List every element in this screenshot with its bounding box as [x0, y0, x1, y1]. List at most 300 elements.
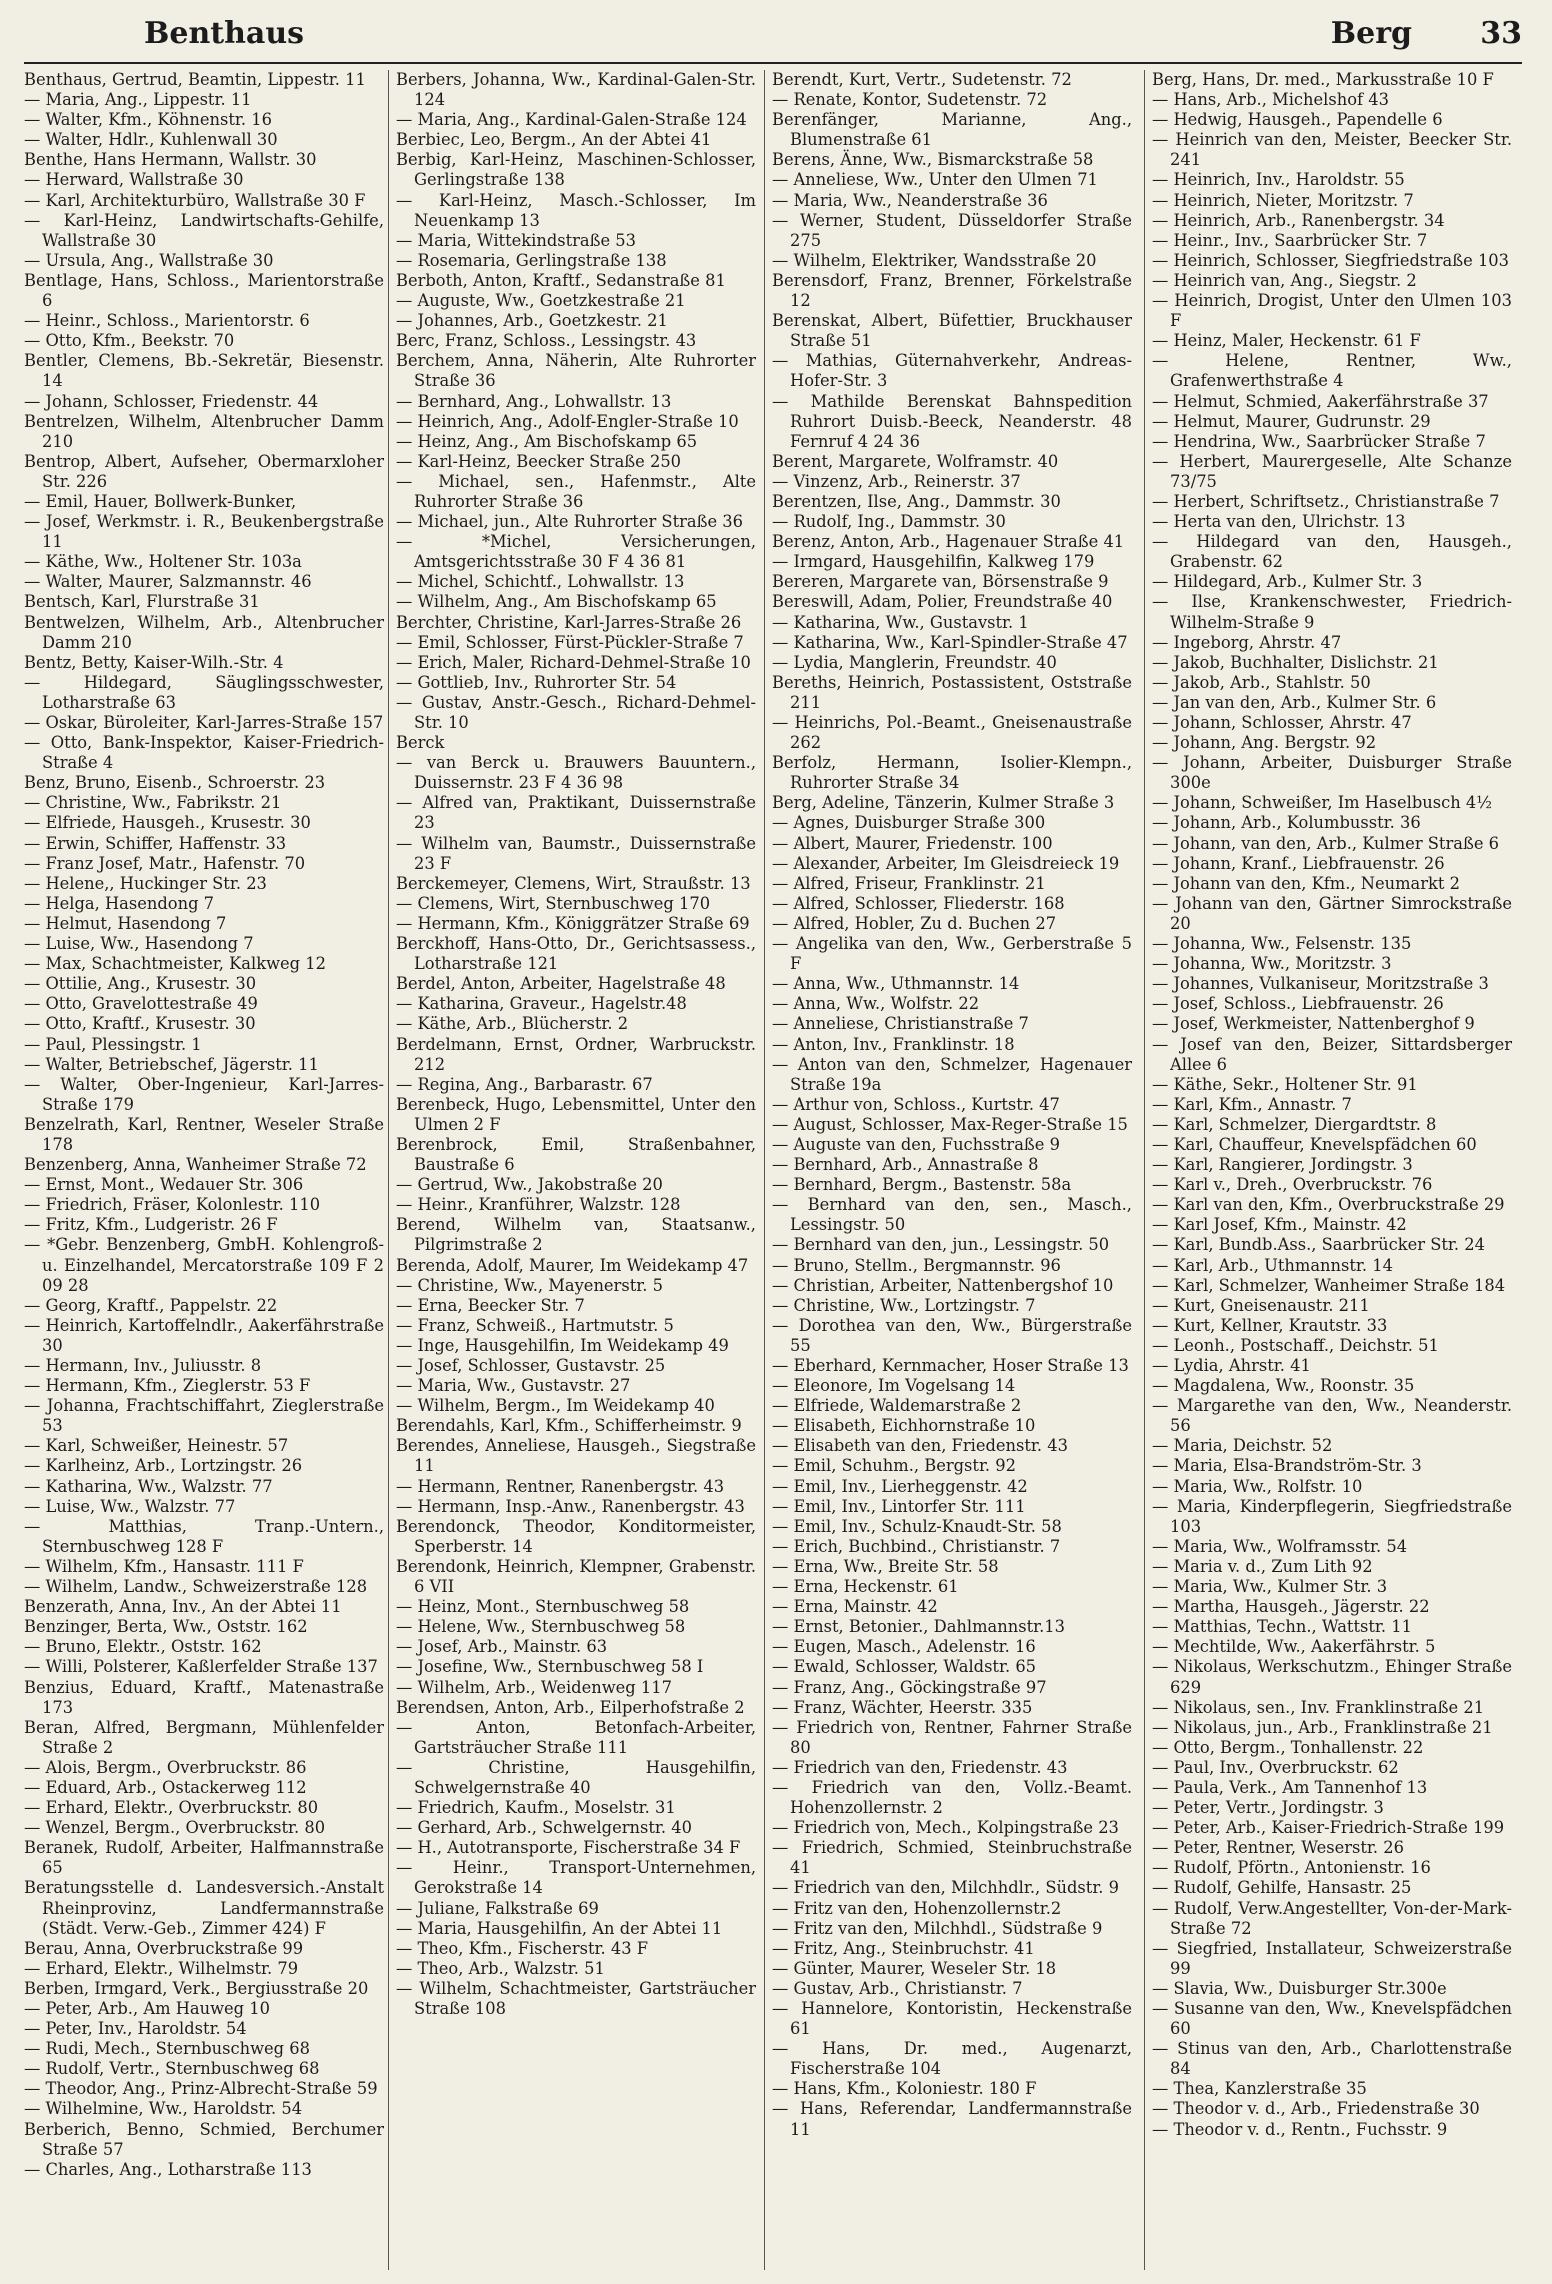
directory-entry: — Theodor, Ang., Prinz-Albrecht-Straße 59: [24, 2079, 378, 2099]
directory-entry: — Hildegard, Arb., Kulmer Str. 3: [1152, 572, 1423, 592]
directory-entry: — Johannes, Vulkaniseur, Moritzstraße 3: [1152, 974, 1489, 994]
directory-entry: — Emil, Schlosser, Fürst-Pückler-Straße 7: [396, 632, 744, 652]
directory-entry: Berckhoff, Hans-Otto, Dr., Gerichtsassess., Lotharstraße 121: [396, 934, 756, 974]
directory-entry: — Friedrich von, Mech., Kolpingstraße 23: [772, 1818, 1119, 1838]
directory-entry: — Hildegard van den, Hausgeh., Grabenstr. 62: [1152, 532, 1512, 572]
directory-entry: — Erna, Heckenstr. 61: [772, 1577, 959, 1597]
directory-entry: — Rudolf, Pförtn., Antonienstr. 16: [1152, 1858, 1431, 1878]
directory-entry: — Ewald, Schlosser, Waldstr. 65: [772, 1657, 1037, 1677]
directory-entry: — Katharina, Graveur., Hagelstr.48: [396, 994, 687, 1014]
directory-entry: — Clemens, Wirt, Sternbuschweg 170: [396, 893, 711, 913]
directory-entry: — Johann, Schweißer, Im Haselbusch 4½: [1152, 793, 1493, 813]
directory-entry: — Heinrich, Inv., Haroldstr. 55: [1152, 170, 1405, 190]
directory-entry: Berboth, Anton, Kraftf., Sedanstraße 81: [396, 270, 726, 290]
directory-entry: — Franz, Schweiß., Hartmutstr. 5: [396, 1315, 674, 1335]
directory-entry: — Juliane, Falkstraße 69: [396, 1898, 599, 1918]
directory-entry: — Karl-Heinz, Masch.-Schlosser, Im Neuenkamp 13: [396, 190, 756, 230]
directory-entry: Bentler, Clemens, Bb.-Sekretär, Biesenstr. 14: [24, 351, 384, 391]
directory-entry: — Eugen, Masch., Adelenstr. 16: [772, 1637, 1036, 1657]
directory-entry: — Hannelore, Kontoristin, Heckenstraße 61: [772, 1999, 1132, 2039]
directory-entry: — Paul, Plessingstr. 1: [24, 1034, 202, 1054]
directory-entry: — Susanne van den, Ww., Knevelspfädchen 60: [1152, 1999, 1512, 2039]
directory-entry: — Alfred, Hobler, Zu d. Buchen 27: [772, 913, 1057, 933]
directory-entry: — Christine, Ww., Lortzingstr. 7: [772, 1295, 1036, 1315]
directory-entry: — Charles, Ang., Lotharstraße 113: [24, 2159, 312, 2179]
directory-entry: Berckemeyer, Clemens, Wirt, Straußstr. 13: [396, 873, 751, 893]
directory-entry: — Anton, Inv., Franklinstr. 18: [772, 1034, 1015, 1054]
directory-entry: Benzius, Eduard, Kraftf., Matenastraße 173: [24, 1677, 384, 1717]
directory-entry: — Josefine, Ww., Sternbuschweg 58 I: [396, 1657, 704, 1677]
directory-entry: — Dorothea van den, Ww., Bürgerstraße 55: [772, 1315, 1132, 1355]
directory-entry: — Maria, Ww., Neanderstraße 36: [772, 190, 1048, 210]
directory-entry: — Josef, Arb., Mainstr. 63: [396, 1637, 608, 1657]
directory-entry: — Anneliese, Christianstraße 7: [772, 1014, 1029, 1034]
directory-entry: — Erhard, Elektr., Overbruckstr. 80: [24, 1798, 319, 1818]
directory-entry: — Maria, Elsa-Brandström-Str. 3: [1152, 1456, 1422, 1476]
directory-entry: Berbig, Karl-Heinz, Maschinen-Schlosser, Gerlingstraße 138: [396, 150, 756, 190]
directory-entry: — Wilhelm, Landw., Schweizerstraße 128: [24, 1577, 368, 1597]
directory-entry: — Angelika van den, Ww., Gerberstraße 5 F: [772, 934, 1132, 974]
directory-entry: — Walter, Ober-Ingenieur, Karl-Jarres-Straße 179: [24, 1074, 384, 1114]
directory-entry: — Otto, Bank-Inspektor, Kaiser-Friedrich-Straße 4: [24, 733, 384, 773]
directory-entry: Berendes, Anneliese, Hausgeh., Siegstraße 11: [396, 1436, 756, 1476]
directory-entry: — Magdalena, Ww., Roonstr. 35: [1152, 1376, 1415, 1396]
directory-entry: — Stinus van den, Arb., Charlottenstraße 84: [1152, 2039, 1512, 2079]
directory-entry: — Theo, Arb., Walzstr. 51: [396, 1958, 605, 1978]
directory-entry: — Karl, Rangierer, Jordingstr. 3: [1152, 1155, 1413, 1175]
directory-entry: Berdelmann, Ernst, Ordner, Warbruckstr. 212: [396, 1034, 756, 1074]
directory-entry: — Johann van den, Kfm., Neumarkt 2: [1152, 873, 1460, 893]
directory-entry: — Renate, Kontor, Sudetenstr. 72: [772, 90, 1048, 110]
directory-entry: — Luise, Ww., Walzstr. 77: [24, 1496, 236, 1516]
directory-entry: — Gustav, Anstr.-Gesch., Richard-Dehmel-Str. 10: [396, 692, 756, 732]
directory-entry: — Martha, Hausgeh., Jägerstr. 22: [1152, 1597, 1430, 1617]
directory-entry: — Rudolf, Verw.Angestellter, Von-der-Mark-Straße 72: [1152, 1898, 1512, 1938]
directory-entry: — Helmut, Hasendong 7: [24, 913, 227, 933]
directory-entry: — Josef van den, Beizer, Sittardsberger Allee 6: [1152, 1034, 1512, 1074]
directory-entry: — Ilse, Krankenschwester, Friedrich-Wilhelm-Straße 9: [1152, 592, 1512, 632]
directory-entry: — Albert, Maurer, Friedenstr. 100: [772, 833, 1053, 853]
directory-entry: — Auguste, Ww., Goetzkestraße 21: [396, 291, 686, 311]
directory-entry: — *Gebr. Benzenberg, GmbH. Kohlengroß- u. Einzelhandel, Mercatorstraße 109 F 2 09 28: [24, 1235, 384, 1295]
directory-entry: — van Berck u. Brauwers Bauuntern., Duissernstr. 23 F 4 36 98: [396, 753, 756, 793]
directory-entry: — Ernst, Mont., Wedauer Str. 306: [24, 1175, 304, 1195]
directory-entry: — Maria, Ang., Lippestr. 11: [24, 90, 252, 110]
directory-entry: — Heinr., Transport-Unternehmen, Gerokstraße 14: [396, 1858, 756, 1898]
directory-entry: Benthaus, Gertrud, Beamtin, Lippestr. 11: [24, 70, 366, 89]
directory-entry: — Karlheinz, Arb., Lortzingstr. 26: [24, 1456, 303, 1476]
directory-entry: — Heinrich van den, Meister, Beecker Str. 241: [1152, 130, 1512, 170]
directory-entry: — Katharina, Ww., Gustavstr. 1: [772, 612, 1029, 632]
directory-entry: — Heinrich, Arb., Ranenbergstr. 34: [1152, 210, 1445, 230]
directory-entry: — Karl, Schmelzer, Wanheimer Straße 184: [1152, 1275, 1506, 1295]
directory-entry: — Margarethe van den, Ww., Neanderstr. 56: [1152, 1396, 1512, 1436]
directory-entry: Berberich, Benno, Schmied, Berchumer Straße 57: [24, 2119, 384, 2159]
directory-entry: — Nikolaus, sen., Inv. Franklinstraße 21: [1152, 1697, 1485, 1717]
directory-entry: — Ernst, Betonier., Dahlmannstr.13: [772, 1617, 1066, 1637]
directory-entry: — Helmut, Maurer, Gudrunstr. 29: [1152, 411, 1431, 431]
directory-entry: — Elfriede, Waldemarstraße 2: [772, 1396, 1022, 1416]
directory-entry: — Wilhelm, Ang., Am Bischofskamp 65: [396, 592, 717, 612]
directory-entry: — Karl, Schweißer, Heinestr. 57: [24, 1436, 289, 1456]
directory-entry: — Maria, Ang., Kardinal-Galen-Straße 124: [396, 110, 747, 130]
directory-entry: — Paul, Inv., Overbruckstr. 62: [1152, 1757, 1399, 1777]
directory-entry: — Fritz van den, Milchhdl., Südstraße 9: [772, 1918, 1103, 1938]
directory-entry: — Kurt, Kellner, Krautstr. 33: [1152, 1315, 1388, 1335]
directory-entry: Benzelrath, Karl, Rentner, Weseler Straße 178: [24, 1114, 384, 1154]
directory-entry: — Bernhard, Arb., Annastraße 8: [772, 1155, 1039, 1175]
directory-entry: Benz, Bruno, Eisenb., Schroerstr. 23: [24, 773, 326, 793]
directory-entry: — Johann, Ang. Bergstr. 92: [1152, 733, 1377, 753]
directory-entry: — *Michel, Versicherungen, Amtsgerichtsstraße 30 F 4 36 81: [396, 532, 756, 572]
directory-entry: — Johann van den, Gärtner Simrockstraße 20: [1152, 893, 1512, 933]
directory-entry: Bentrop, Albert, Aufseher, Obermarxloher Str. 226: [24, 451, 384, 491]
directory-entry: Bentsch, Karl, Flurstraße 31: [24, 592, 260, 612]
directory-entry: — Franz, Ang., Göckingstraße 97: [772, 1677, 1047, 1697]
directory-entry: — Agnes, Duisburger Straße 300: [772, 813, 1046, 833]
directory-entry: — Bernhard, Ang., Lohwallstr. 13: [396, 391, 672, 411]
directory-entry: — Inge, Hausgehilfin, Im Weidekamp 49: [396, 1335, 729, 1355]
directory-entry: Berck: [396, 733, 445, 753]
directory-entry: Berg, Hans, Dr. med., Markusstraße 10 F: [1152, 70, 1494, 89]
directory-entry: Bereswill, Adam, Polier, Freundstraße 40: [772, 592, 1113, 612]
directory-entry: — Wilhelm van, Baumstr., Duissernstraße 23 F: [396, 833, 756, 873]
directory-entry: Bentz, Betty, Kaiser-Wilh.-Str. 4: [24, 652, 284, 672]
directory-entry: — Peter, Inv., Haroldstr. 54: [24, 2019, 247, 2039]
directory-entry: — Alfred van, Praktikant, Duissernstraße 23: [396, 793, 756, 833]
directory-entry: Berenfänger, Marianne, Ang., Blumenstraße 61: [772, 110, 1132, 150]
directory-entry: — Elisabeth van den, Friedenstr. 43: [772, 1436, 1068, 1456]
directory-entry: — Walter, Maurer, Salzmannstr. 46: [24, 572, 312, 592]
directory-entry: — Johann, Schlosser, Ahrstr. 47: [1152, 713, 1412, 732]
directory-entry: — Rudi, Mech., Sternbuschweg 68: [24, 2039, 310, 2059]
directory-entry: — Maria, Deichstr. 52: [1152, 1436, 1333, 1456]
directory-entry: — Rudolf, Vertr., Sternbuschweg 68: [24, 2059, 320, 2079]
directory-entry: — Peter, Arb., Am Hauweg 10: [24, 1999, 270, 2018]
directory-entry: — Christine, Hausgehilfin, Schwelgernstraße 40: [396, 1757, 756, 1797]
directory-entry: Berendsen, Anton, Arb., Eilperhofstraße 2: [396, 1697, 745, 1717]
directory-entry: — Katharina, Ww., Karl-Spindler-Straße 47: [772, 632, 1128, 652]
directory-entry: Berbers, Johanna, Ww., Kardinal-Galen-Str. 124: [396, 70, 756, 110]
directory-entry: — Johann, Arb., Kolumbusstr. 36: [1152, 813, 1421, 833]
directory-entry: — Erich, Maler, Richard-Dehmel-Straße 10: [396, 652, 751, 672]
directory-entry: — Alfred, Schlosser, Fliederstr. 168: [772, 893, 1065, 913]
directory-entry: — Siegfried, Installateur, Schweizerstraße 99: [1152, 1938, 1512, 1978]
directory-entry: — Heinr., Schloss., Marientorstr. 6: [24, 311, 310, 331]
directory-entry: — Christine, Ww., Fabrikstr. 21: [24, 793, 282, 813]
directory-entry: — Alexander, Arbeiter, Im Gleisdreieck 19: [772, 853, 1120, 873]
directory-entry: — Wilhelm, Bergm., Im Weidekamp 40: [396, 1396, 715, 1416]
directory-entry: Bentwelzen, Wilhelm, Arb., Altenbrucher Damm 210: [24, 612, 384, 652]
directory-entry: Berens, Änne, Ww., Bismarckstraße 58: [772, 150, 1094, 170]
directory-entry: Berc, Franz, Schloss., Lessingstr. 43: [396, 331, 697, 351]
directory-entry: — Maria, Wittekindstraße 53: [396, 230, 637, 250]
directory-entry: — Karl v., Dreh., Overbruckstr. 76: [1152, 1175, 1433, 1195]
directory-entry: — Heinrich, Kartoffelndlr., Aakerfährstraße 30: [24, 1315, 384, 1355]
directory-entry: — Heinrichs, Pol.-Beamt., Gneisenaustraße 262: [772, 713, 1132, 753]
directory-entry: — Anton, Betonfach-Arbeiter, Gartsträucher Straße 111: [396, 1717, 756, 1757]
directory-entry: — Karl Josef, Kfm., Mainstr. 42: [1152, 1215, 1407, 1235]
directory-entry: — Walter, Hdlr., Kuhlenwall 30: [24, 130, 278, 150]
header-rule: [24, 62, 1522, 64]
directory-entry: — Wilhelm, Elektriker, Wandsstraße 20: [772, 250, 1097, 270]
directory-entry: — Karl-Heinz, Landwirtschafts-Gehilfe, Wallstraße 30: [24, 210, 384, 250]
directory-entry: — Franz Josef, Matr., Hafenstr. 70: [24, 853, 306, 873]
directory-entry: — Maria, Kinderpflegerin, Siegfriedstraße 103: [1152, 1496, 1512, 1536]
directory-entry: — Johann, van den, Arb., Kulmer Straße 6: [1152, 833, 1500, 853]
directory-entry: — Emil, Hauer, Bollwerk-Bunker,: [24, 491, 297, 511]
directory-entry: — Gertrud, Ww., Jakobstraße 20: [396, 1175, 663, 1195]
directory-entry: Bentlage, Hans, Schloss., Marientorstraße 6: [24, 270, 384, 311]
directory-entry: — Helene,, Huckinger Str. 23: [24, 873, 267, 893]
header-first-name: Benthaus: [144, 16, 305, 51]
directory-entry: — Heinr., Kranführer, Walzstr. 128: [396, 1195, 681, 1215]
directory-entry: — Heinz, Ang., Am Bischofskamp 65: [396, 431, 698, 451]
directory-entry: — Theo, Kfm., Fischerstr. 43 F: [396, 1938, 649, 1958]
directory-entry: Beran, Alfred, Bergmann, Mühlenfelder Straße 2: [24, 1717, 384, 1757]
directory-entry: — Mechtilde, Ww., Aakerfährstr. 5: [1152, 1637, 1436, 1657]
directory-entry: Berdel, Anton, Arbeiter, Hagelstraße 48: [396, 974, 726, 994]
directory-entry: — Wilhelm, Kfm., Hansastr. 111 F: [24, 1556, 304, 1576]
directory-entry: Benzenberg, Anna, Wanheimer Straße 72: [24, 1155, 367, 1175]
directory-entry: — Bernhard van den, jun., Lessingstr. 50: [772, 1235, 1110, 1255]
directory-entry: — Otto, Bergm., Tonhallenstr. 22: [1152, 1737, 1424, 1757]
directory-entry: — Rudolf, Gehilfe, Hansastr. 25: [1152, 1878, 1412, 1898]
directory-entry: — Herbert, Schriftsetz., Christianstraße 7: [1152, 491, 1500, 511]
directory-entry: — Hermann, Inv., Juliusstr. 8: [24, 1356, 262, 1375]
directory-entry: — Maria, Ww., Gustavstr. 27: [396, 1376, 631, 1396]
directory-entry: — Johanna, Ww., Felsenstr. 135: [1152, 934, 1412, 954]
directory-entry: Berendt, Kurt, Vertr., Sudetenstr. 72: [772, 70, 1072, 89]
directory-entry: — Josef, Werkmeister, Nattenberghof 9: [1152, 1014, 1475, 1034]
directory-entry: — Wilhelm, Arb., Weidenweg 117: [396, 1677, 672, 1697]
directory-entry: — Johann, Kranf., Liebfrauenstr. 26: [1152, 853, 1445, 873]
directory-entry: — Heinr., Inv., Saarbrücker Str. 7: [1152, 230, 1428, 250]
directory-entry: — Gottlieb, Inv., Ruhrorter Str. 54: [396, 672, 677, 692]
directory-entry: — Johanna, Frachtschiffahrt, Zieglerstraße 53: [24, 1396, 384, 1436]
directory-entry: — Herbert, Maurergeselle, Alte Schanze 73/75: [1152, 451, 1512, 491]
directory-entry: — Heinz, Mont., Sternbuschweg 58: [396, 1597, 690, 1617]
directory-entry: — Irmgard, Hausgehilfin, Kalkweg 179: [772, 552, 1095, 572]
directory-entry: — Karl, Bundb.Ass., Saarbrücker Str. 24: [1152, 1235, 1485, 1255]
directory-entry: — Josef, Schloss., Liebfrauenstr. 26: [1152, 994, 1444, 1014]
directory-entry: — Vinzenz, Arb., Reinerstr. 37: [772, 471, 1021, 491]
directory-entry: — Emil, Schuhm., Bergstr. 92: [772, 1456, 1017, 1476]
directory-entry: — Maria, Ww., Wolframsstr. 54: [1152, 1536, 1408, 1556]
directory-entry: — Friedrich, Kaufm., Moselstr. 31: [396, 1798, 676, 1818]
directory-entry: — Ursula, Ang., Wallstraße 30: [24, 250, 274, 270]
directory-entry: — Eduard, Arb., Ostackerweg 112: [24, 1777, 307, 1797]
directory-entry: — Hermann, Insp.-Anw., Ranenbergstr. 43: [396, 1496, 745, 1516]
directory-entry: — Nikolaus, jun., Arb., Franklinstraße 21: [1152, 1717, 1493, 1737]
directory-entry: Berensdorf, Franz, Brenner, Förkelstraße 12: [772, 270, 1132, 311]
directory-entry: — Hermann, Rentner, Ranenbergstr. 43: [396, 1476, 725, 1496]
directory-entry: Berenz, Anton, Arb., Hagenauer Straße 41: [772, 532, 1125, 552]
directory-entry: — Heinrich, Ang., Adolf-Engler-Straße 10: [396, 411, 739, 431]
directory-entry: — Erwin, Schiffer, Haffenstr. 33: [24, 833, 287, 853]
directory-entry: — Anna, Ww., Uthmannstr. 14: [772, 974, 1020, 994]
directory-entry: — Wilhelm, Schachtmeister, Gartsträucher Straße 108: [396, 1978, 756, 2018]
page-header: [24, 14, 1522, 60]
directory-entry: — Wilhelmine, Ww., Haroldstr. 54: [24, 2099, 303, 2119]
directory-entry: — Helene, Rentner, Ww., Grafenwerthstraße 4: [1152, 351, 1512, 391]
directory-entry: — Thea, Kanzlerstraße 35: [1152, 2079, 1367, 2099]
directory-entry: — Erna, Ww., Breite Str. 58: [772, 1556, 999, 1576]
directory-entry: — Käthe, Sekr., Holtener Str. 91: [1152, 1074, 1418, 1094]
directory-entry: — Otto, Kfm., Beekstr. 70: [24, 331, 235, 351]
directory-entry: — Bruno, Elektr., Oststr. 162: [24, 1637, 262, 1657]
directory-entry: — Karl van den, Kfm., Overbruckstraße 29: [1152, 1195, 1505, 1215]
directory-entry: — Matthias, Tranp.-Untern., Sternbuschweg 128 F: [24, 1516, 384, 1556]
directory-entry: — Peter, Arb., Kaiser-Friedrich-Straße 199: [1152, 1818, 1505, 1838]
directory-entry: — Hans, Referendar, Landfermannstraße 11: [772, 2099, 1132, 2139]
directory-entry: — Kurt, Gneisenaustr. 211: [1152, 1295, 1370, 1315]
directory-entry: — Friedrich, Fräser, Kolonlestr. 110: [24, 1195, 321, 1215]
directory-entry: — Josef, Werkmstr. i. R., Beukenbergstraße 11: [24, 512, 384, 552]
directory-entry: — Maria, Ww., Rolfstr. 10: [1152, 1476, 1363, 1496]
directory-entry: — Hermann, Kfm., Zieglerstr. 53 F: [24, 1376, 311, 1396]
directory-entry: — Erna, Beecker Str. 7: [396, 1295, 585, 1315]
directory-entry: Berend, Wilhelm van, Staatsanw., Pilgrimstraße 2: [396, 1215, 756, 1255]
directory-entry: Beranek, Rudolf, Arbeiter, Halfmannstraße 65: [24, 1838, 384, 1878]
directory-entry: — Heinrich, Nieter, Moritzstr. 7: [1152, 190, 1414, 210]
header-last-name: Berg: [1330, 16, 1412, 51]
directory-entry: — Luise, Ww., Hasendong 7: [24, 934, 254, 954]
directory-entry: Berentzen, Ilse, Ang., Dammstr. 30: [772, 491, 1061, 511]
directory-entry: — Helene, Ww., Sternbuschweg 58: [396, 1617, 686, 1637]
directory-entry: — Christian, Arbeiter, Nattenbergshof 10: [772, 1275, 1114, 1295]
directory-entry: — Bernhard, Bergm., Bastenstr. 58a: [772, 1175, 1072, 1195]
directory-entry: — Max, Schachtmeister, Kalkweg 12: [24, 954, 326, 974]
directory-entry: — Theodor v. d., Rentn., Fuchsstr. 9: [1152, 2119, 1448, 2139]
column-divider: [764, 70, 765, 2270]
directory-entry: — Werner, Student, Düsseldorfer Straße 275: [772, 210, 1132, 250]
directory-entry: Berenbrock, Emil, Straßenbahner, Baustraße 6: [396, 1134, 756, 1175]
directory-entry: — Friedrich van den, Vollz.-Beamt. Hohenzollernstr. 2: [772, 1777, 1132, 1818]
directory-entry: Berchem, Anna, Näherin, Alte Ruhrorter Straße 36: [396, 351, 756, 391]
directory-entry: — Otto, Gravelottestraße 49: [24, 994, 258, 1014]
directory-entry: — Ingeborg, Ahrstr. 47: [1152, 632, 1342, 652]
directory-entry: Berendonck, Theodor, Konditormeister, Sperberstr. 14: [396, 1516, 756, 1556]
directory-entry: — Alfred, Friseur, Franklinstr. 21: [772, 873, 1046, 893]
directory-entry: — Peter, Rentner, Weserstr. 26: [1152, 1838, 1404, 1858]
directory-entry: — Jan van den, Arb., Kulmer Str. 6: [1152, 692, 1437, 712]
directory-entry: — Anneliese, Ww., Unter den Ulmen 71: [772, 170, 1098, 190]
directory-entry: Berenda, Adolf, Maurer, Im Weidekamp 47: [396, 1255, 749, 1275]
directory-entry: — Fritz, Kfm., Ludgeristr. 26 F: [24, 1215, 278, 1235]
page-number: 33: [1480, 16, 1522, 51]
directory-entry: Berau, Anna, Overbruckstraße 99: [24, 1938, 304, 1958]
directory-entry: — Michael, jun., Alte Ruhrorter Straße 36: [396, 512, 744, 532]
directory-entry: Bentrelzen, Wilhelm, Altenbrucher Damm 210: [24, 411, 384, 451]
directory-entry: — Karl, Architekturbüro, Wallstraße 30 F: [24, 190, 366, 210]
directory-entry: — Theodor v. d., Arb., Friedenstraße 30: [1152, 2099, 1480, 2119]
directory-entry: — Heinz, Maler, Heckenstr. 61 F: [1152, 331, 1421, 351]
directory-entry: — Hedwig, Hausgeh., Papendelle 6: [1152, 110, 1443, 130]
directory-entry: Berendahls, Karl, Kfm., Schifferheimstr. 9: [396, 1416, 742, 1436]
directory-entry: — Maria v. d., Zum Lith 92: [1152, 1556, 1373, 1576]
directory-entry: — Emil, Inv., Schulz-Knaudt-Str. 58: [772, 1516, 1062, 1536]
directory-entry: — Nikolaus, Werkschutzm., Ehinger Straße 629: [1152, 1657, 1512, 1697]
directory-entry: — Käthe, Ww., Holtener Str. 103a: [24, 552, 302, 572]
directory-entry: Berendonk, Heinrich, Klempner, Grabenstr. 6 VII: [396, 1556, 756, 1597]
directory-entry: — Karl, Arb., Uthmannstr. 14: [1152, 1255, 1393, 1275]
directory-entry: — Paula, Verk., Am Tannenhof 13: [1152, 1777, 1428, 1797]
directory-entry: — Regina, Ang., Barbarastr. 67: [396, 1074, 653, 1094]
directory-entry: — Gerhard, Arb., Schwelgernstr. 40: [396, 1818, 692, 1838]
column-divider: [388, 70, 389, 2270]
directory-entry: — Johann, Arbeiter, Duisburger Straße 300e: [1152, 753, 1512, 793]
directory-entry: — Friedrich, Schmied, Steinbruchstraße 41: [772, 1838, 1132, 1878]
directory-entry: — Otto, Kraftf., Krusestr. 30: [24, 1014, 256, 1034]
directory-entry: — Karl, Schmelzer, Diergardtstr. 8: [1152, 1114, 1437, 1134]
directory-entry: — Günter, Maurer, Weseler Str. 18: [772, 1958, 1057, 1978]
directory-entry: — Karl-Heinz, Beecker Straße 250: [396, 451, 682, 471]
directory-entry: — Christine, Ww., Mayenerstr. 5: [396, 1275, 663, 1295]
directory-entry: — Friedrich van den, Friedenstr. 43: [772, 1757, 1068, 1777]
directory-entry: — Hans, Arb., Michelshof 43: [1152, 90, 1389, 110]
column-1: [24, 70, 384, 2270]
directory-entry: — Heinrich, Drogist, Unter den Ulmen 103 F: [1152, 291, 1512, 331]
directory-entry: — Käthe, Arb., Blücherstr. 2: [396, 1014, 629, 1034]
directory-entry: — Helmut, Schmied, Aakerfährstraße 37: [1152, 391, 1489, 411]
directory-entry: — Hermann, Kfm., Königgrätzer Straße 69: [396, 913, 750, 933]
directory-entry: — Erhard, Elektr., Wilhelmstr. 79: [24, 1958, 299, 1978]
directory-entry: Benthe, Hans Hermann, Wallstr. 30: [24, 150, 317, 170]
directory-entry: — Hans, Dr. med., Augenarzt, Fischerstraße 104: [772, 2039, 1132, 2079]
directory-entry: — Alois, Bergm., Overbruckstr. 86: [24, 1757, 307, 1777]
directory-entry: Benzerath, Anna, Inv., An der Abtei 11: [24, 1597, 342, 1617]
directory-entry: — Katharina, Ww., Walzstr. 77: [24, 1476, 273, 1496]
directory-entry: Berenbeck, Hugo, Lebensmittel, Unter den Ulmen 2 F: [396, 1094, 756, 1134]
directory-entry: — Emil, Inv., Lintorfer Str. 111: [772, 1496, 1026, 1516]
directory-entry: — Bernhard van den, sen., Masch., Lessingstr. 50: [772, 1195, 1132, 1235]
directory-entry: — Bruno, Stellm., Bergmannstr. 96: [772, 1255, 1061, 1275]
directory-entry: — Helga, Hasendong 7: [24, 893, 215, 913]
directory-entry: Beratungsstelle d. Landesversich.-Anstalt Rheinprovinz, Landfermannstraße (Städt. Verw.-Geb., Zimmer 424) F: [24, 1878, 384, 1938]
directory-entry: — Arthur von, Schloss., Kurtstr. 47: [772, 1094, 1060, 1114]
directory-entry: — Gustav, Arb., Christianstr. 7: [772, 1978, 1023, 1998]
column-4: [1152, 70, 1512, 2270]
directory-entry: — Wenzel, Bergm., Overbruckstr. 80: [24, 1818, 326, 1838]
directory-entry: — Leonh., Postschaff., Deichstr. 51: [1152, 1335, 1439, 1355]
directory-entry: — Karl, Chauffeur, Knevelspfädchen 60: [1152, 1134, 1477, 1154]
directory-entry: Benzinger, Berta, Ww., Oststr. 162: [24, 1617, 308, 1637]
directory-entry: — Rudolf, Ing., Dammstr. 30: [772, 512, 1006, 532]
directory-entry: — Fritz, Ang., Steinbruchstr. 41: [772, 1938, 1035, 1958]
directory-entry: — Anton van den, Schmelzer, Hagenauer Straße 19a: [772, 1054, 1132, 1094]
directory-entry: — Jakob, Arb., Stahlstr. 50: [1152, 672, 1371, 692]
directory-entry: — Josef, Schlosser, Gustavstr. 25: [396, 1356, 666, 1375]
directory-entry: — Johann, Schlosser, Friedenstr. 44: [24, 391, 319, 411]
directory-entry: — Fritz van den, Hohenzollernstr.2: [772, 1898, 1062, 1918]
directory-entry: — Elisabeth, Eichhornstraße 10: [772, 1416, 1036, 1436]
directory-entry: — Michael, sen., Hafenmstr., Alte Ruhrorter Straße 36: [396, 471, 756, 511]
directory-entry: — Friedrich van den, Milchhdlr., Südstr. 9: [772, 1878, 1120, 1898]
directory-entry: — H., Autotransporte, Fischerstraße 34 F: [396, 1838, 741, 1858]
directory-entry: — Georg, Kraftf., Pappelstr. 22: [24, 1295, 278, 1315]
directory-entry: Bereren, Margarete van, Börsenstraße 9: [772, 572, 1109, 592]
directory-entry: — August, Schlosser, Max-Reger-Straße 15: [772, 1114, 1128, 1134]
directory-entry: — Heinrich, Schlosser, Siegfriedstraße 103: [1152, 250, 1510, 270]
directory-entry: — Willi, Polsterer, Kaßlerfelder Straße 137: [24, 1657, 378, 1677]
directory-entry: — Eleonore, Im Vogelsang 14: [772, 1376, 1016, 1396]
directory-entry: — Jakob, Buchhalter, Dislichstr. 21: [1152, 652, 1439, 672]
directory-entry: — Hans, Kfm., Koloniestr. 180 F: [772, 2079, 1037, 2099]
directory-entry: — Eberhard, Kernmacher, Hoser Straße 13: [772, 1356, 1129, 1375]
column-2: [396, 70, 756, 2270]
directory-entry: — Maria, Ww., Kulmer Str. 3: [1152, 1577, 1388, 1597]
